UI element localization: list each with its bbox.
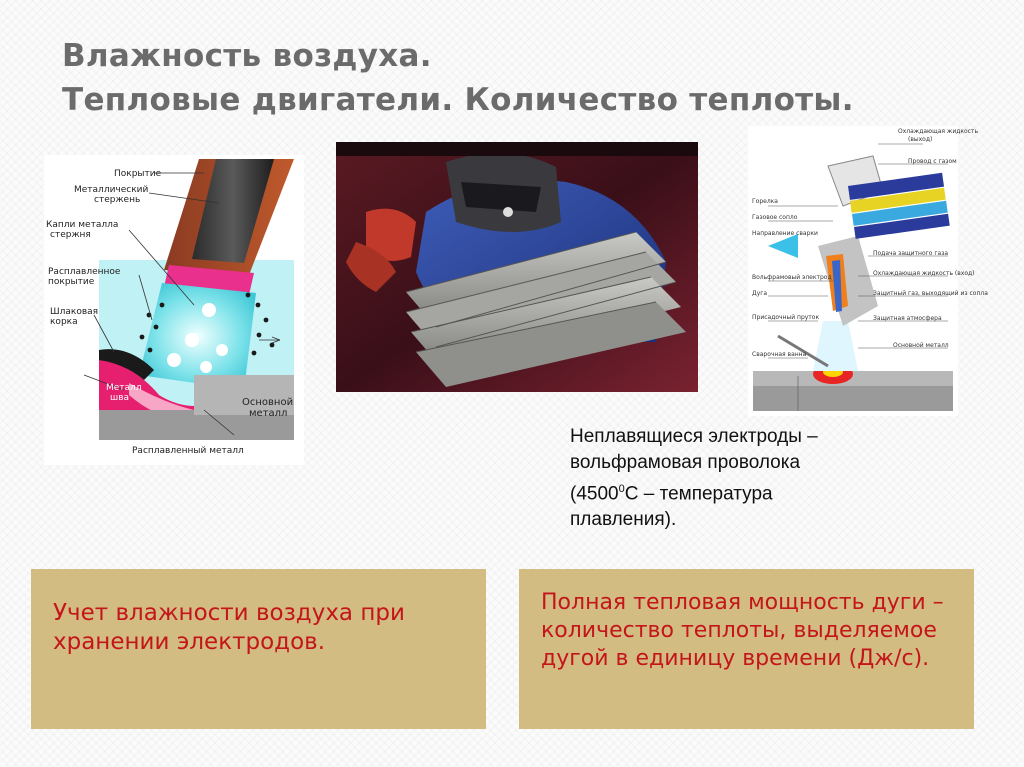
tig-label-8: Вольфрамовый электрод bbox=[752, 274, 832, 281]
label-coating: Покрытие bbox=[114, 169, 162, 179]
welder-photo-graphic bbox=[336, 142, 698, 392]
arc-power-note-text: Полная тепловая мощность дуги – количество теплоты, выделяемое дугой в единицу времени (Дж/с). bbox=[541, 590, 944, 671]
tig-label-4: Горелка bbox=[752, 198, 778, 205]
tig-label-3: Провод с газом bbox=[908, 158, 957, 165]
tig-label-1: Охлаждающая жидкость bbox=[898, 128, 978, 135]
label-slag-1: Шлаковая bbox=[50, 307, 99, 317]
slide-title bbox=[62, 34, 962, 122]
label-weld-metal-2: шва bbox=[110, 393, 130, 403]
tig-label-11: Защитный газ, выходящий из сопла bbox=[873, 290, 988, 297]
tig-label-2: (выход) bbox=[908, 136, 933, 143]
caption-line-1: Неплавящиеся электроды – bbox=[570, 426, 818, 447]
humidity-note-text: Учет влажности воздуха при хранении электродов. bbox=[53, 600, 405, 655]
tig-label-10: Дуга bbox=[752, 290, 768, 297]
tig-label-12: Присадочный пруток bbox=[752, 314, 820, 321]
tig-label-6: Направление сварки bbox=[752, 230, 818, 237]
humidity-note-box bbox=[31, 569, 486, 729]
tig-label-7: Подача защитного газа bbox=[873, 250, 949, 257]
caption-line-4: плавления). bbox=[570, 509, 677, 531]
caption-temp-rest: С – температура bbox=[624, 483, 773, 505]
label-base-metal-2: металл bbox=[249, 408, 288, 419]
tig-torch-diagram bbox=[748, 126, 988, 416]
caption-temp: (4500 bbox=[570, 483, 619, 505]
tig-label-9: Охлаждающая жидкость (вход) bbox=[873, 270, 975, 277]
label-drops-1: Капли металла bbox=[46, 220, 119, 230]
label-molten-coating-1: Расплавленное bbox=[48, 267, 121, 277]
label-drops-2: стержня bbox=[50, 230, 91, 240]
arc-power-note-box bbox=[519, 569, 974, 729]
label-slag-2: корка bbox=[50, 317, 78, 327]
label-metal-rod-1: Металлический bbox=[74, 185, 149, 195]
tig-label-15: Основной металл bbox=[893, 342, 949, 349]
label-base-metal-1: Основной bbox=[242, 397, 294, 408]
caption-line-2: вольфрамовая проволока bbox=[570, 452, 801, 473]
tig-label-14: Сварочная ванна bbox=[752, 351, 807, 358]
electrode-diagram bbox=[44, 155, 304, 465]
electrode-caption bbox=[570, 424, 950, 533]
label-weld-metal-1: Металл bbox=[106, 383, 142, 393]
title-line-2: Тепловые двигатели. Количество теплоты. bbox=[62, 82, 854, 118]
tig-label-5: Газовое сопло bbox=[752, 214, 798, 221]
caption-degree: 0 bbox=[618, 483, 625, 495]
title-line-1: Влажность воздуха. bbox=[62, 38, 432, 74]
welder-photo bbox=[336, 142, 698, 392]
label-molten-metal: Расплавленный металл bbox=[132, 446, 244, 456]
label-molten-coating-2: покрытие bbox=[48, 277, 95, 287]
tig-label-13: Защитная атмосфера bbox=[873, 315, 942, 322]
label-metal-rod-2: стержень bbox=[94, 195, 141, 205]
caption-line-3 bbox=[570, 476, 950, 507]
